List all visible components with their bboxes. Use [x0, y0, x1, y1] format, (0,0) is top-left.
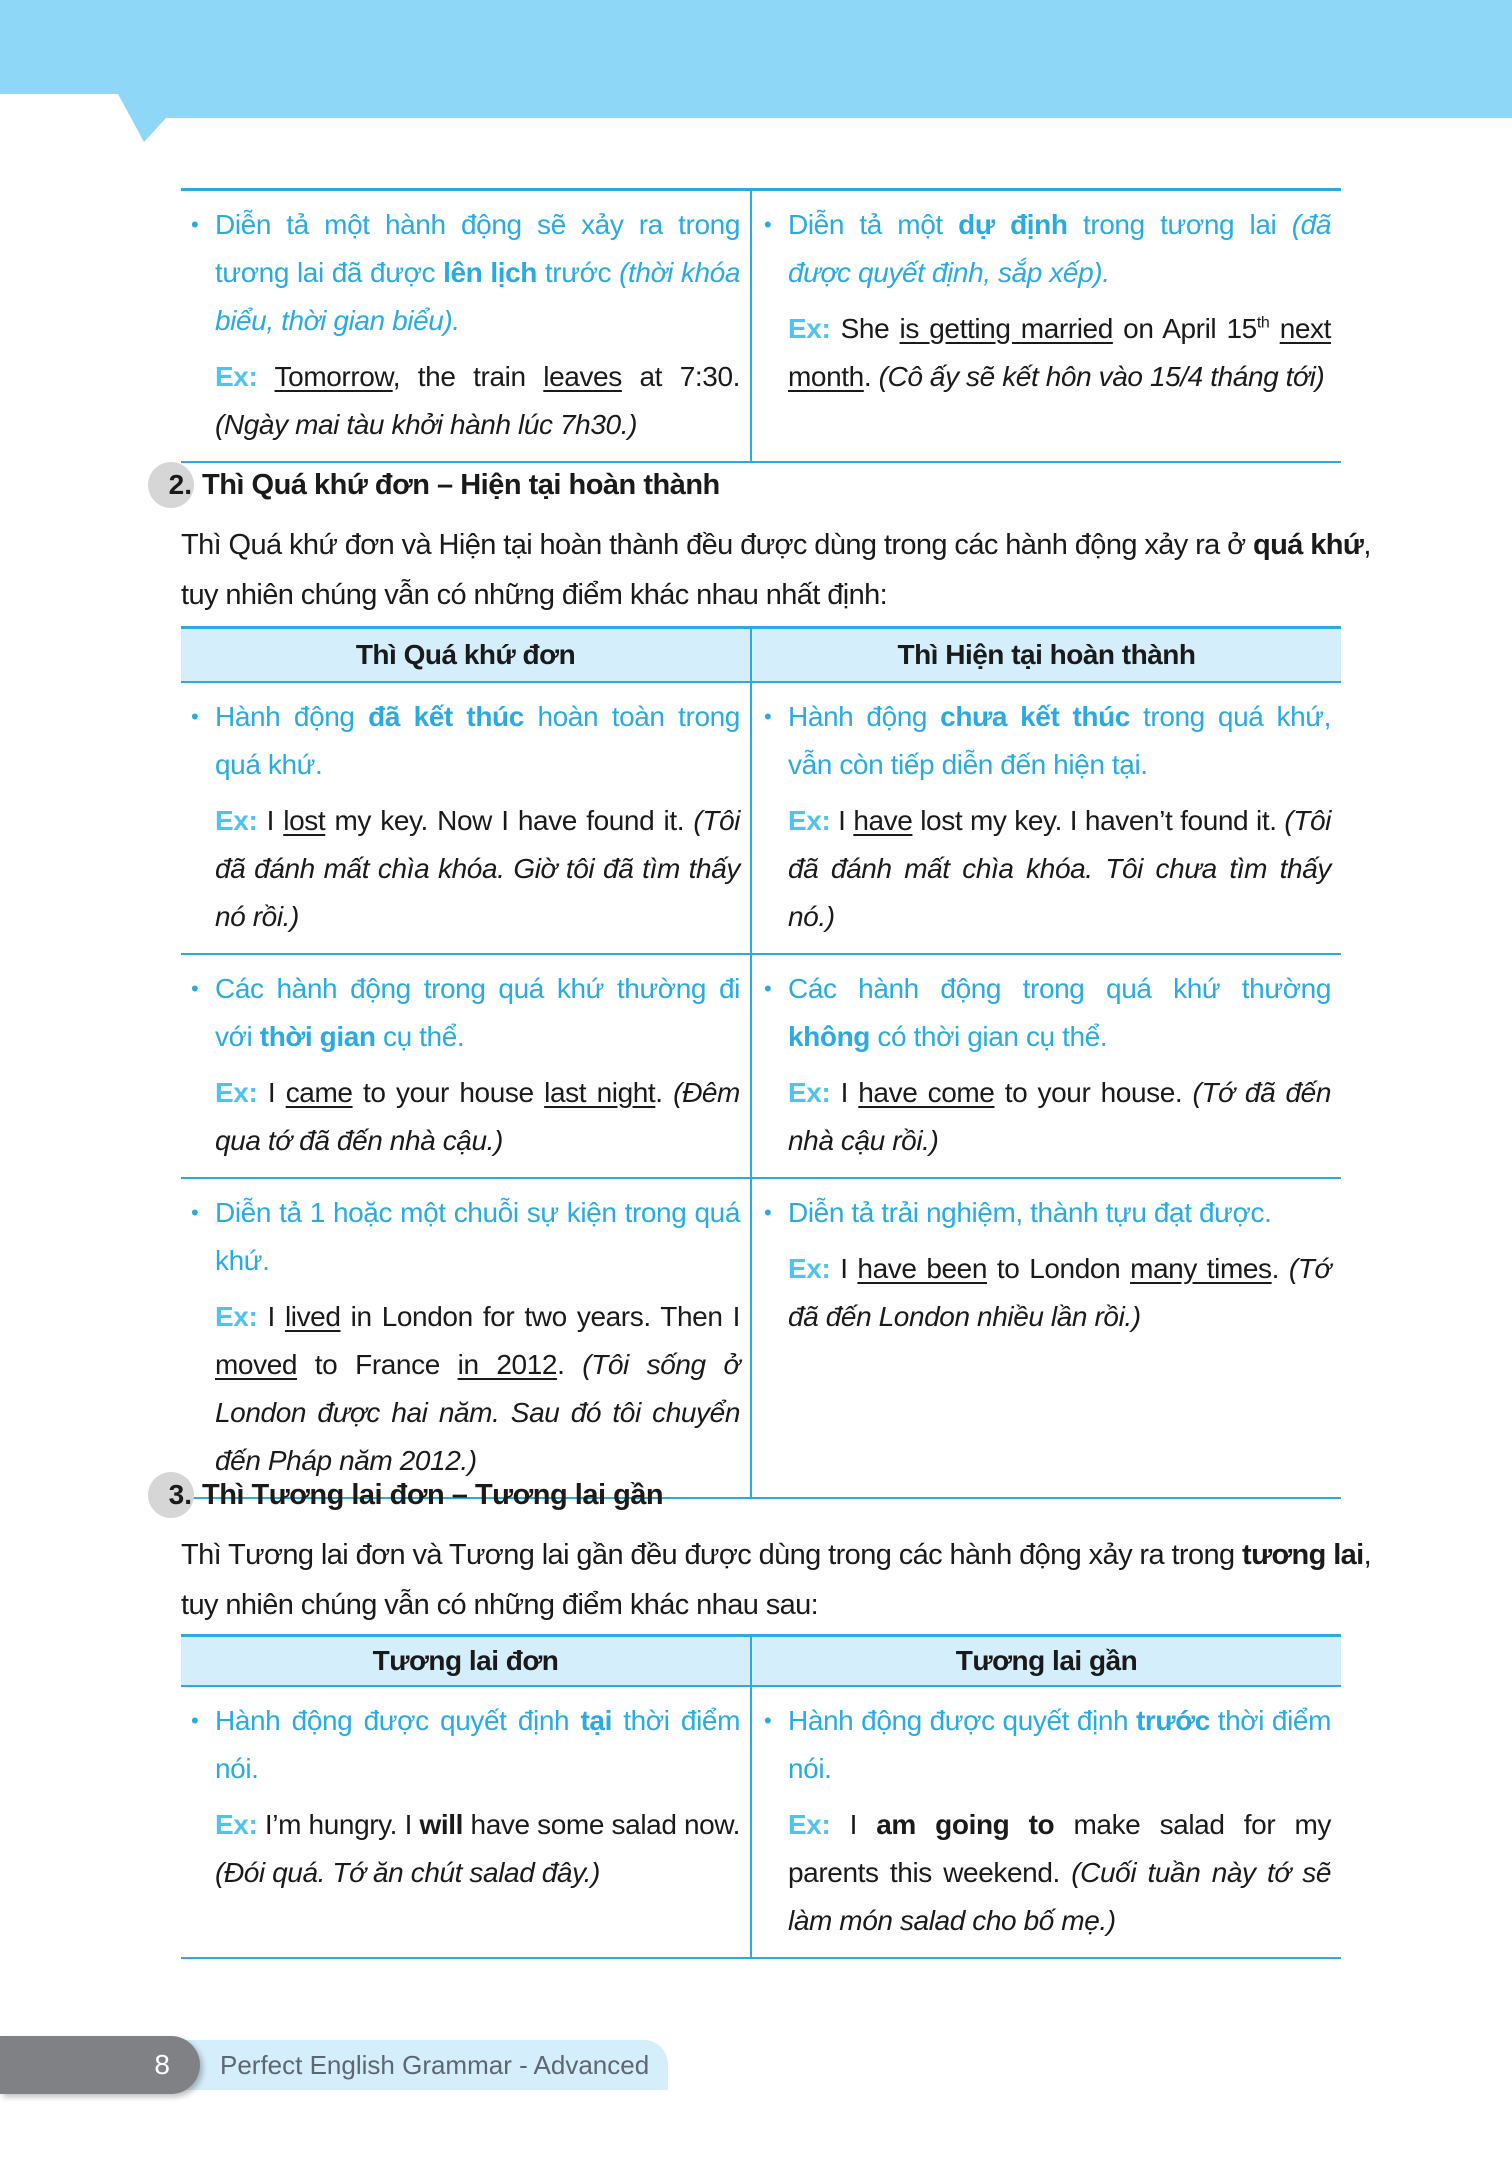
section-number-badge: 3. [148, 1472, 194, 1518]
bullet-text: thời điểm nói. [215, 1704, 740, 1784]
intro-emphasis: quá khứ [1253, 529, 1364, 561]
example-label: Ex: [788, 1808, 831, 1840]
bullet-point [191, 965, 740, 1061]
example [191, 1293, 740, 1485]
example [764, 305, 1331, 401]
table-cell-left [181, 1178, 751, 1498]
bullet-emphasis: trước [1135, 1704, 1210, 1736]
example-text: on April 15 [1112, 313, 1257, 344]
example-text: I [840, 1076, 859, 1108]
table-cell-right [751, 1178, 1341, 1498]
bullet-point [764, 201, 1331, 297]
bullet-emphasis: tại [580, 1704, 612, 1736]
example-text: I [840, 1252, 858, 1284]
section-title: Thì Quá khứ đơn – Hiện tại hoàn thành [202, 468, 720, 501]
example-highlight: next month [788, 313, 1332, 392]
intro-text: Thì Quá khứ đơn và Hiện tại hoàn thành đều được dùng trong các hành động xảy ra ở [181, 529, 1254, 561]
bullet-emphasis: đã kết thúc [368, 700, 524, 732]
example-label: Ex: [215, 1300, 258, 1332]
example-text: I [266, 804, 284, 836]
example-label: Ex: [215, 804, 258, 836]
example-translation: (Tôi sống ở London được hai năm. Sau đó tôi chuyển đến Pháp năm 2012.) [215, 1348, 740, 1476]
comparison-table-future [181, 1634, 1341, 1959]
column-header: Thì Hiện tại hoàn thành [751, 628, 1341, 682]
intro-text: , tuy nhiên chúng vẫn có những điểm khác nhau sau: [181, 1539, 1372, 1621]
bullet-text: Diễn tả trải nghiệm, thành tựu đạt được. [788, 1196, 1272, 1228]
bullet-icon: • [191, 975, 199, 1001]
section-title: Thì Tương lai đơn – Tương lai gần [202, 1478, 664, 1511]
section-heading-3 [148, 1472, 663, 1518]
section-intro [181, 1530, 1381, 1630]
bullet-note: (thời khóa biểu, thời gian biểu). [215, 257, 740, 336]
table-cell-right [751, 682, 1341, 954]
bullet-text: Diễn tả một hành động sẽ xảy ra trong tương lai đã được [215, 209, 740, 288]
example-label: Ex: [215, 1808, 258, 1840]
intro-text: , tuy nhiên chúng vẫn có những điểm khác nhau nhất định: [181, 529, 1371, 611]
bullet-text: Hành động [788, 700, 941, 732]
example-highlight: is getting married [899, 313, 1113, 344]
bullet-text: cụ thể. [375, 1020, 465, 1052]
bullet-note: (đã được quyết định, sắp xếp). [788, 209, 1332, 288]
example-highlight: Tomorrow [274, 361, 393, 392]
bullet-text: hoàn toàn trong quá khứ. [215, 700, 740, 780]
bullet-text: trong tương lai [1067, 209, 1292, 240]
example-highlight: leaves [543, 361, 622, 392]
comparison-table-past [181, 626, 1341, 1499]
bullet-text: trong quá khứ, vẫn còn tiếp diễn đến hiện tại. [788, 700, 1331, 780]
example [191, 797, 740, 941]
section-intro [181, 520, 1381, 620]
example-label: Ex: [788, 1252, 831, 1284]
book-title: Perfect English Grammar - Advanced [180, 2040, 668, 2090]
header-band [0, 0, 1512, 142]
bullet-text: Hành động được quyết định [788, 1704, 1136, 1736]
column-header: Tương lai gần [751, 1636, 1341, 1686]
table-cell-right [751, 1686, 1341, 1958]
bullet-emphasis: thời gian [259, 1020, 376, 1052]
bullet-point [764, 1189, 1331, 1237]
bullet-text: Hành động [215, 700, 369, 732]
bullet-icon: • [191, 703, 199, 729]
bullet-text: Diễn tả 1 hoặc một chuỗi sự kiện trong quá khứ. [215, 1196, 740, 1276]
section-number-badge: 2. [148, 462, 194, 508]
example-label: Ex: [215, 361, 258, 392]
example-text: to London [987, 1252, 1131, 1284]
bullet-emphasis: dự định [958, 209, 1068, 240]
example-text: my key. Now I have found it. [325, 804, 694, 836]
example [191, 1069, 740, 1165]
bullet-emphasis: lên lịch [443, 257, 537, 288]
page-number: 8 [0, 2036, 200, 2094]
example-highlight: many times [1130, 1252, 1272, 1284]
bullet-icon: • [764, 975, 772, 1001]
bullet-point [191, 1697, 740, 1793]
example-highlight: lived [284, 1300, 341, 1332]
table-cell-left [181, 190, 751, 463]
ordinal-suffix: th [1256, 314, 1270, 332]
example-text: . [863, 361, 879, 392]
section-heading-2 [148, 462, 720, 508]
bullet-text: trước [536, 257, 620, 288]
bullet-text: có thời gian cụ thể. [870, 1020, 1108, 1052]
bullet-icon: • [191, 1707, 199, 1733]
example [764, 1801, 1331, 1945]
example-text: to your house. [994, 1076, 1193, 1108]
example-text: . [655, 1076, 674, 1108]
bullet-icon: • [764, 1707, 772, 1733]
bullet-point [764, 965, 1331, 1061]
table-header-row [181, 1636, 1341, 1686]
header-band-shape [0, 0, 1512, 142]
intro-text: Thì Tương lai đơn và Tương lai gần đều được dùng trong các hành động xảy ra trong [181, 1539, 1243, 1571]
example-highlight: will [419, 1808, 464, 1840]
column-header: Tương lai đơn [181, 1636, 751, 1686]
example-highlight: lost [283, 804, 326, 836]
bullet-point [191, 1189, 740, 1285]
bullet-point [764, 693, 1331, 789]
example-translation: (Tớ đã đến London nhiều lần rồi.) [788, 1252, 1332, 1332]
example [764, 797, 1331, 941]
example-translation: (Đêm qua tớ đã đến nhà cậu.) [215, 1076, 740, 1156]
example-highlight: have [853, 804, 913, 836]
example-highlight: have been [857, 1252, 988, 1284]
example [191, 1801, 740, 1897]
example-label: Ex: [788, 804, 831, 836]
bullet-icon: • [191, 212, 199, 237]
intro-emphasis: tương lai [1242, 1539, 1364, 1571]
bullet-emphasis: chưa kết thúc [940, 700, 1130, 732]
example-label: Ex: [215, 1076, 258, 1108]
table-row [181, 954, 1341, 1178]
table-cell-right [751, 190, 1341, 463]
example-highlight: last night [544, 1076, 656, 1108]
example-translation: (Ngày mai tàu khởi hành lúc 7h30.) [215, 409, 637, 440]
comparison-table-present [181, 188, 1341, 463]
example-text: I [849, 1808, 877, 1840]
example-highlight: moved [215, 1348, 298, 1380]
bullet-text: thời điểm nói. [788, 1704, 1331, 1784]
example-label: Ex: [788, 1076, 831, 1108]
table-cell-left [181, 1686, 751, 1958]
bullet-text: Các hành động trong quá khứ thường [788, 972, 1331, 1004]
example-translation: (Cô ấy sẽ kết hôn vào 15/4 tháng tới) [878, 361, 1325, 392]
bullet-text: Diễn tả một [788, 209, 959, 240]
bullet-icon: • [764, 703, 772, 729]
example-highlight: in 2012 [457, 1348, 558, 1380]
example-text: have some salad now. [463, 1808, 741, 1840]
example-text: I [838, 804, 854, 836]
example-highlight: am going to [876, 1808, 1055, 1840]
example-translation: (Tôi đã đánh mất chìa khóa. Giờ tôi đã tìm thấy nó rồi.) [215, 804, 740, 932]
example-text: . [557, 1348, 583, 1380]
example-text: I [267, 1300, 285, 1332]
example-text: to France [297, 1348, 458, 1380]
table-cell-left [181, 682, 751, 954]
example [764, 1245, 1331, 1341]
bullet-icon: • [191, 1199, 199, 1225]
bullet-text: Các hành động trong quá khứ thường đi với [215, 972, 740, 1052]
example-text: She [840, 313, 900, 344]
example-translation: (Cuối tuần này tớ sẽ làm món salad cho bố mẹ.) [788, 1856, 1331, 1936]
bullet-icon: • [764, 212, 772, 237]
example-text: at 7:30. [621, 361, 741, 392]
example-text: . [1271, 1252, 1289, 1284]
bullet-text: Hành động được quyết định [215, 1704, 581, 1736]
example-highlight: have come [858, 1076, 995, 1108]
example-text: in London for two years. Then I [340, 1300, 740, 1332]
bullet-emphasis: không [788, 1020, 870, 1052]
example-translation: (Đói quá. Tớ ăn chút salad đây.) [215, 1856, 600, 1888]
table-row [181, 1178, 1341, 1498]
table-header-row [181, 628, 1341, 682]
bullet-point [191, 201, 740, 345]
table-row [181, 1686, 1341, 1958]
example-highlight: came [285, 1076, 353, 1108]
table-cell-right [751, 954, 1341, 1178]
example-text [1269, 313, 1279, 344]
example-text: I [267, 1076, 286, 1108]
example-text: lost my key. I haven’t found it. [912, 804, 1285, 836]
example-text: I’m hungry. I [264, 1808, 420, 1840]
example [191, 353, 740, 449]
bullet-point [764, 1697, 1331, 1793]
column-header: Thì Quá khứ đơn [181, 628, 751, 682]
table-cell-left [181, 954, 751, 1178]
bullet-icon: • [764, 1199, 772, 1225]
example [764, 1069, 1331, 1165]
example-text: , the train [392, 361, 544, 392]
example-translation: (Tớ đã đến nhà cậu rồi.) [788, 1076, 1332, 1156]
example-text: make salad for my parents this weekend. [788, 1808, 1332, 1888]
example-label: Ex: [788, 313, 831, 344]
bullet-point [191, 693, 740, 789]
table-row [181, 190, 1341, 463]
example-text: to your house [352, 1076, 545, 1108]
example-translation: (Tôi đã đánh mất chìa khóa. Tôi chưa tìm thấy nó.) [788, 804, 1331, 932]
table-row [181, 682, 1341, 954]
